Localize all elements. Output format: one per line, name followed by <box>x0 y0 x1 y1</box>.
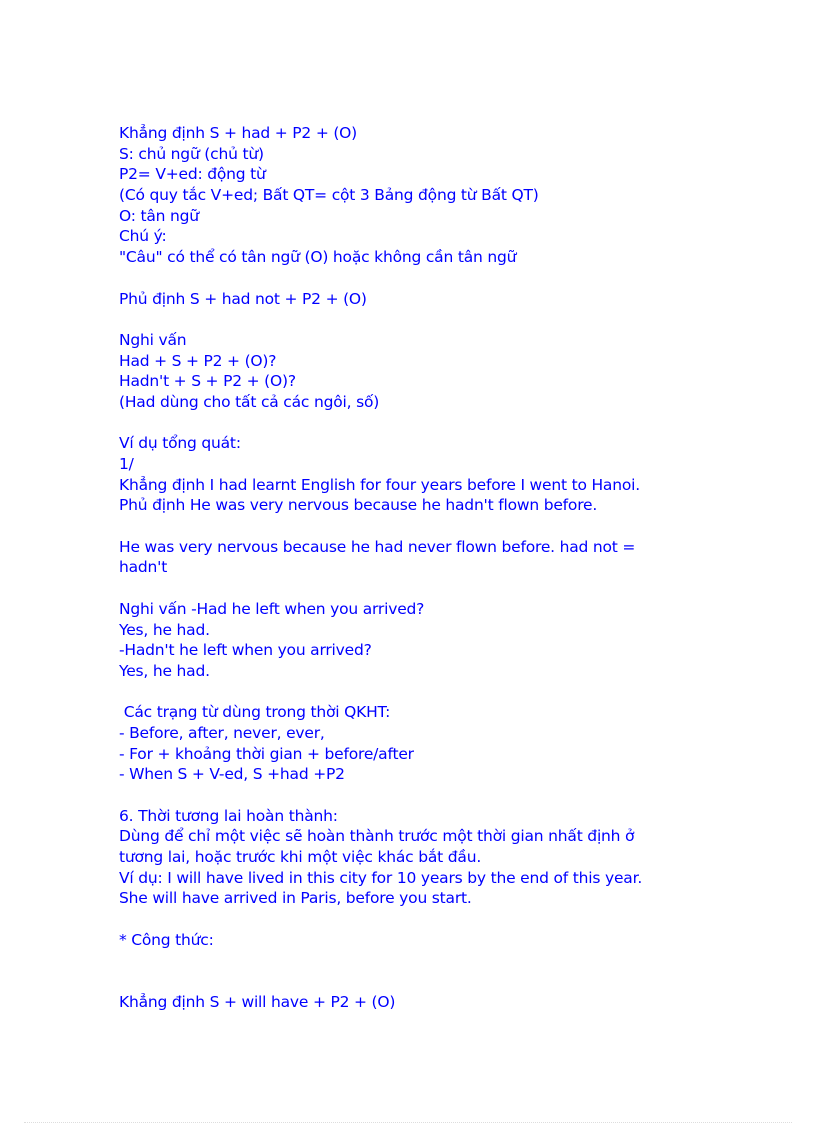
blank-line <box>119 682 719 703</box>
blank-line <box>119 413 719 434</box>
text-line: Phủ định S + had not + P2 + (O) <box>119 289 367 308</box>
blank-line <box>119 971 719 992</box>
blank-line <box>119 309 719 330</box>
text-line: 1/ <box>119 455 134 473</box>
text-line: Yes, he had. <box>119 661 210 680</box>
section-heading: 6. Thời tương lai hoàn thành: <box>119 806 338 825</box>
text-line: Dùng để chỉ một việc sẽ hoàn thành trước một thời gian nhất định ở <box>119 827 635 846</box>
text-line: O: tân ngữ <box>119 206 199 225</box>
text-line: Nghi vấn -Had he left when you arrived? <box>119 599 425 618</box>
text-line: Nghi vấn <box>119 330 187 349</box>
text-line: Hadn't + S + P2 + (O)? <box>119 372 296 391</box>
text-line: Khẳng định I had learnt English for four years before I went to Hanoi. <box>119 475 640 494</box>
text-line: "Câu" có thể có tân ngữ (O) hoặc không cần tân ngữ <box>119 248 517 267</box>
blank-line <box>119 909 719 930</box>
text-line: Khẳng định S + had + P2 + (O) <box>119 124 358 142</box>
document-body <box>119 123 719 1013</box>
blank-line <box>119 516 719 537</box>
text-line: He was very nervous because he had never flown before. had not = <box>119 537 636 556</box>
text-line: Yes, he had. <box>119 620 210 639</box>
text-line: (Had dùng cho tất cả các ngôi, số) <box>119 392 380 411</box>
text-line: Khẳng định S + will have + P2 + (O) <box>119 992 396 1011</box>
text-line: She will have arrived in Paris, before you start. <box>119 889 472 908</box>
text-line: S: chủ ngữ (chủ từ) <box>119 144 264 163</box>
blank-line <box>119 578 719 599</box>
blank-line <box>119 268 719 289</box>
text-line: Had + S + P2 + (O)? <box>119 351 277 370</box>
text-line: Các trạng từ dùng trong thời QKHT: <box>119 703 391 722</box>
text-line: Ví dụ tổng quát: <box>119 434 241 453</box>
blank-line <box>119 951 719 972</box>
text-line: -Hadn't he left when you arrived? <box>119 641 372 660</box>
text-line: Ví dụ: I will have lived in this city for 10 years by the end of this year. <box>119 868 643 887</box>
text-line: - For + khoảng thời gian + before/after <box>119 744 414 763</box>
text-line: Chú ý: <box>119 227 167 246</box>
text-line: hadn't <box>119 558 168 577</box>
text-line: * Công thức: <box>119 930 214 949</box>
text-line: - When S + V-ed, S +had +P2 <box>119 765 345 784</box>
text-line: Phủ định He was very nervous because he hadn't flown before. <box>119 496 598 515</box>
text-line: - Before, after, never, ever, <box>119 723 325 742</box>
text-line: (Có quy tắc V+ed; Bất QT= cột 3 Bảng động từ Bất QT) <box>119 186 539 205</box>
blank-line <box>119 785 719 806</box>
text-line: tương lai, hoặc trước khi một việc khác bắt đầu. <box>119 848 482 867</box>
text-line: P2= V+ed: động từ <box>119 165 266 184</box>
